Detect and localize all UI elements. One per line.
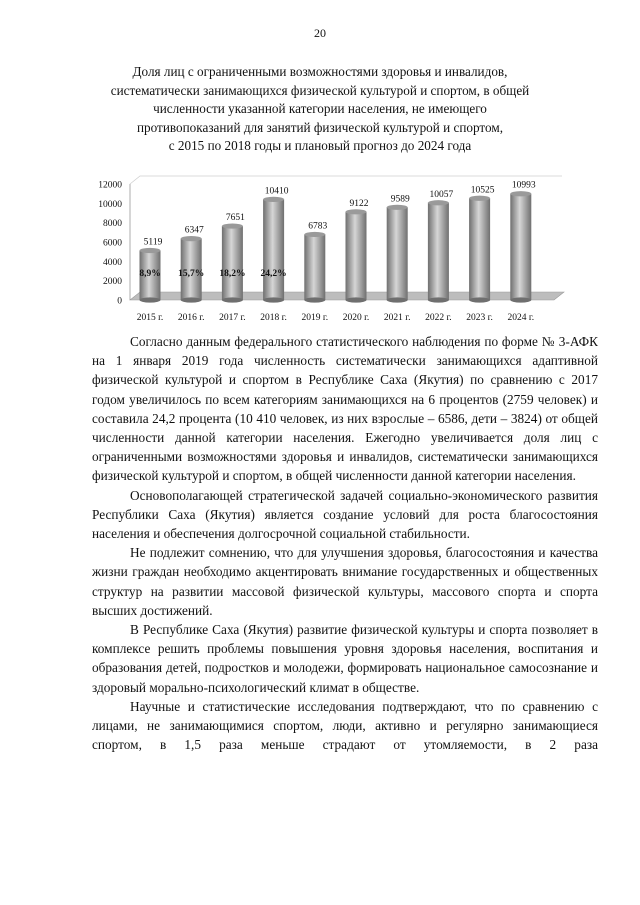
bar-value-label: 9122 [349,198,369,209]
bar-base [428,297,449,302]
bar-percent-label: 15,7% [178,269,205,279]
paragraph: Основополагающей стратегической задачей социально-экономического развития Республики Саха (Якутия) является создание условий для роста благосостояния населения и обеспечения долгосрочной социальной стабильности. [92,487,598,542]
bar-percent-label: 18,2% [219,269,246,279]
bar-value-label: 10410 [264,186,289,197]
bar-value-label: 7651 [225,213,245,224]
bar-value-label: 5119 [143,237,163,248]
page-number: 20 [314,26,326,40]
bar [510,194,531,300]
paragraph: Научные и статистические исследования подтверждают, что по сравнению с лицами, не занимающимися спортом, люди, активно и регулярно занимающиеся спортом, в 1,5 раза меньше страдают от утомляемости, в 2 раза [92,698,598,753]
y-tick-label: 4000 [103,257,122,268]
bar-base [510,297,531,302]
chart-title-line: противопоказаний для занятий физической культурой и спортом, [136,119,503,135]
chart-back-wall [130,176,562,184]
chart-title [90,63,550,156]
bar-percent-label: 24,2% [260,269,287,279]
x-tick-label: 2021 г. [383,313,411,323]
bar [304,234,325,300]
bar-value-label: 6783 [308,221,328,232]
bar-base [346,297,367,302]
bar-top [469,196,490,201]
bar-base [263,297,284,302]
bar-top [140,248,161,253]
bar-percent-label: 8,9% [139,269,161,279]
x-tick-label: 2020 г. [342,313,370,323]
bar-top [428,200,449,205]
bar-base [304,297,325,302]
x-tick-label: 2016 г. [177,313,205,323]
bar-top [222,223,243,228]
paragraph: Не подлежит сомнению, что для улучшения здоровья, благосостояния и качества жизни граждан необходимо акцентировать внимание государственных и общественных структур на развитии массовой физической культуры, массового спорта и спорта высших достижений. [92,545,598,618]
y-tick-label: 6000 [103,238,122,249]
chart-title-line: с 2015 по 2018 годы и плановый прогноз до 2024 года [168,138,472,154]
bar [469,198,490,300]
bar [346,212,367,300]
bar-base [469,297,490,302]
bar-top [304,232,325,237]
bar-chart [92,172,572,327]
bar-base [387,297,408,302]
x-tick-label: 2015 г. [136,313,164,323]
y-tick-label: 8000 [103,219,122,230]
chart-title-line: Доля лиц с ограниченными возможностями здоровья и инвалидов, [132,64,508,79]
bar [222,226,243,300]
bar-top [387,205,408,210]
y-tick-label: 0 [117,296,122,307]
x-tick-label: 2017 г. [219,313,246,323]
bar [263,199,284,300]
y-tick-label: 2000 [103,277,122,288]
y-tick-label: 12000 [98,180,122,191]
bar-top [263,197,284,202]
bar-value-label: 9589 [390,194,410,205]
bar-top [510,191,531,196]
bar-base [181,297,202,302]
bar-value-label: 6347 [184,225,204,236]
bar-top [181,236,202,241]
chart-title-line: численности указанной категории населения, не имеющего [153,101,487,117]
chart-title-line: систематически занимающихся физической культурой и спортом, в общей [110,82,530,98]
x-tick-label: 2024 г. [507,313,535,323]
bar-base [140,297,161,302]
y-tick-label: 10000 [98,199,122,210]
bar-top [346,209,367,214]
paragraph: В Республике Саха (Якутия) развитие физической культуры и спорта позволяет в комплексе решить проблемы повышения уровня здоровья населения, воспитания и образования детей, подростков и молодежи, формировать национальное самосознание и здоровый морально-психологический климат в обществе. [92,622,598,695]
paragraph: Согласно данным федерального статистического наблюдения по форме № 3-АФК на 1 января 2019 года численность систематически занимающихся адаптивной физической культурой и спортом в Республике Саха (Якутия) по сравнению с 2017 годом увеличилось по всем категориям занимающихся на 6 процентов (2759 человек) и составила 24,2 процента (10 410 человек, из них взрослые – 6586, дети – 3824) от общей численности данной категории населения. Ежегодно увеличивается доля лиц с ограниченными возможностями здоровья и инвалидов, систематически занимающихся физической культурой и спортом, в общей численности данной категории населения. [92,334,598,484]
x-tick-label: 2018 г. [260,313,287,323]
x-tick-label: 2022 г. [425,313,452,323]
document-body [92,332,598,754]
x-tick-label: 2023 г. [466,313,493,323]
bar-value-label: 10057 [429,189,454,200]
bar [387,207,408,300]
bar-value-label: 10993 [511,180,536,191]
bar [428,203,449,300]
bar-value-label: 10525 [470,185,495,196]
x-tick-label: 2019 г. [301,313,329,323]
bar-base [222,297,243,302]
